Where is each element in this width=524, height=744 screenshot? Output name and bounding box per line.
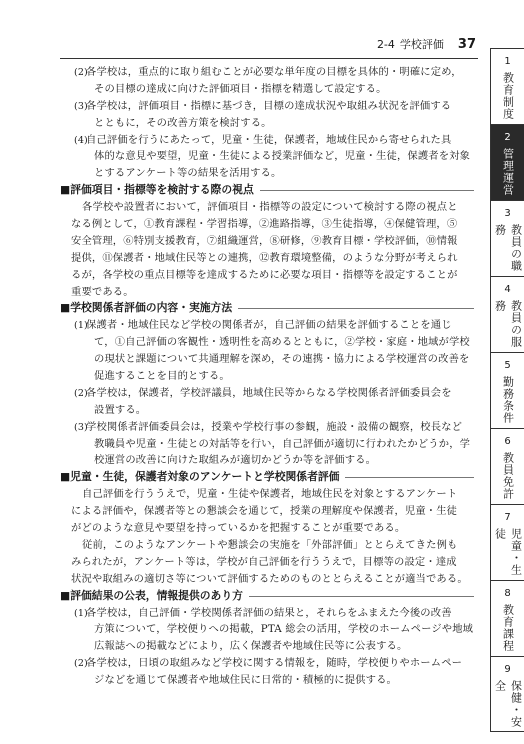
text-line: 方策について，学校便りへの掲載，PTA 総会の活用，学校のホームページや地域 [94,623,474,636]
text-line: 体的な意見や要望，児童・生徒による授業評価など，児童・生徒，保護者を対象 [94,150,471,163]
tab-students[interactable]: 7 児童・生徒 [490,504,524,580]
text-line: て，①自己評価の客観性・透明性を高めるとともに，②学校・家庭・地域が学校 [94,336,470,349]
text-line: るが，各学校の重点目標等を達成するために必要な項目・指標等を設定することが [71,268,458,281]
section-heading: ■評価結果の公表，情報提供のあり方 [60,588,476,605]
section-title: 学校評価 [399,38,444,51]
header-rule [60,58,478,59]
list-item: (4)自己評価を行うにあたって，児童・生徒，保護者，地域住民から寄せられた具 [74,133,452,146]
text-line: 各学校や設置者において，評価項目・指標等の設定について検討する際の視点と [82,201,458,214]
list-item: (3)学校関係者評価委員会は，授業や学校行事の参観，施設・設備の観察，校長など [74,420,463,433]
list-item: (2)各学校は，日頃の取組みなど学校に関する情報を，随時，学校便りやホームペー [74,657,463,670]
text-line: 自己評価を行ううえで，児童・生徒や保護者，地域住民を対象とするアンケート [82,488,458,501]
text-line: 安全管理，⑥特別支援教育，⑦組織運営，⑧研修，⑨教育目標・学校評価，⑩情報 [71,234,458,247]
page-number: 37 [457,37,476,52]
list-item: (3)各学校は，評価項目・指標に基づき，目標の達成状況や取組み状況を評価する [74,99,452,112]
text-line: ジなどを通じて保護者や地域住民に日常的・積極的に提供する。 [94,674,397,687]
list-item: (1)各学校は，自己評価・学校関係者評価の結果と，それらをふまえた今後の改善 [74,606,452,619]
text-line: その目標の達成に向けた評価項目・指標を精選して設定する。 [94,82,387,95]
page-body [60,64,476,689]
tab-working-conditions[interactable]: 5 勤務条件 [490,352,524,428]
text-line: とともに，その改善方策を検討する。 [94,116,272,129]
text-line: 校運営の改善に向けた取組みが適切かどうか等を評価する。 [94,454,377,467]
heading-rule [260,190,474,191]
text-line: 従前，このようなアンケートや懇談会の実施を「外部評価」ととらえてきた例も [82,538,458,551]
heading-rule [238,308,474,309]
list-item: (2)各学校は，重点的に取り組むことが必要な単年度の目標を具体的・明確に定め， [74,66,462,78]
section-heading: ■評価項目・指標等を検討する際の視点 [60,182,476,199]
running-header [60,36,476,56]
tab-management[interactable]: 2 管理運営 [490,124,524,200]
heading-rule [249,596,474,597]
text-line: とするアンケート等の結果を活用する。 [94,167,282,180]
text-line: 提供，⑪保護者・地域住民等との連携，⑫教育環境整備，のような分野が考えられ [71,251,458,264]
tab-curriculum[interactable]: 8 教育課程 [490,580,524,656]
text-line: 教職員や児童・生徒との対話等を行い，自己評価が適切に行われたかどうか，学 [94,437,471,450]
text-line: がどのような意見や要望を持っているかを把握することが重要である。 [71,522,406,535]
text-line: 状況や取組みの適切さ等について評価するためのものととらえることが適当である。 [71,572,468,585]
section-number: 2-4 [376,38,395,51]
text-line: 重要である。 [71,285,134,298]
section-heading: ■学校関係者評価の内容・実施方法 [60,300,476,317]
text-line: なる例として，①教育課程・学習指導，②進路指導，③生徒指導，④保健管理，⑤ [71,218,458,231]
heading-rule [345,477,474,478]
tab-teacher-duties[interactable]: 3 教員の職務 [490,200,524,276]
text-line: 促進することを目的とする。 [94,370,230,383]
list-item: (1)保護者・地域住民など学校の関係者が，自己評価の結果を評価することを通じ [74,319,452,332]
tab-teacher-license[interactable]: 6 教員免許 [490,428,524,504]
chapter-tabs [490,48,524,732]
text-line: 設置する。 [94,403,147,416]
tab-health-safety[interactable]: 9 保健・安全 [490,656,524,732]
section-heading: ■児童・生徒，保護者対象のアンケートと学校関係者評価 [60,469,476,486]
text-line: 広報誌への掲載などにより，広く保護者や地域住民等に公表する。 [94,640,408,653]
tab-education-system[interactable]: 1 教育制度 [490,48,524,124]
tab-teacher-service[interactable]: 4 教員の服務 [490,276,524,352]
text-line: の現状と課題について共通理解を深め，その連携・協力による学校運営の改善を [94,353,470,366]
text-line: みられたが，アンケート等は，学校が自己評価を行ううえで，目標等の設定・達成 [71,555,457,568]
list-item: (2)各学校は，保護者，学校評議員，地域住民等からなる学校関係者評価委員会を [74,386,452,399]
text-line: による評価や，保護者等との懇談会を通じて，授業の理解度や保護者，児童・生徒 [71,505,458,518]
